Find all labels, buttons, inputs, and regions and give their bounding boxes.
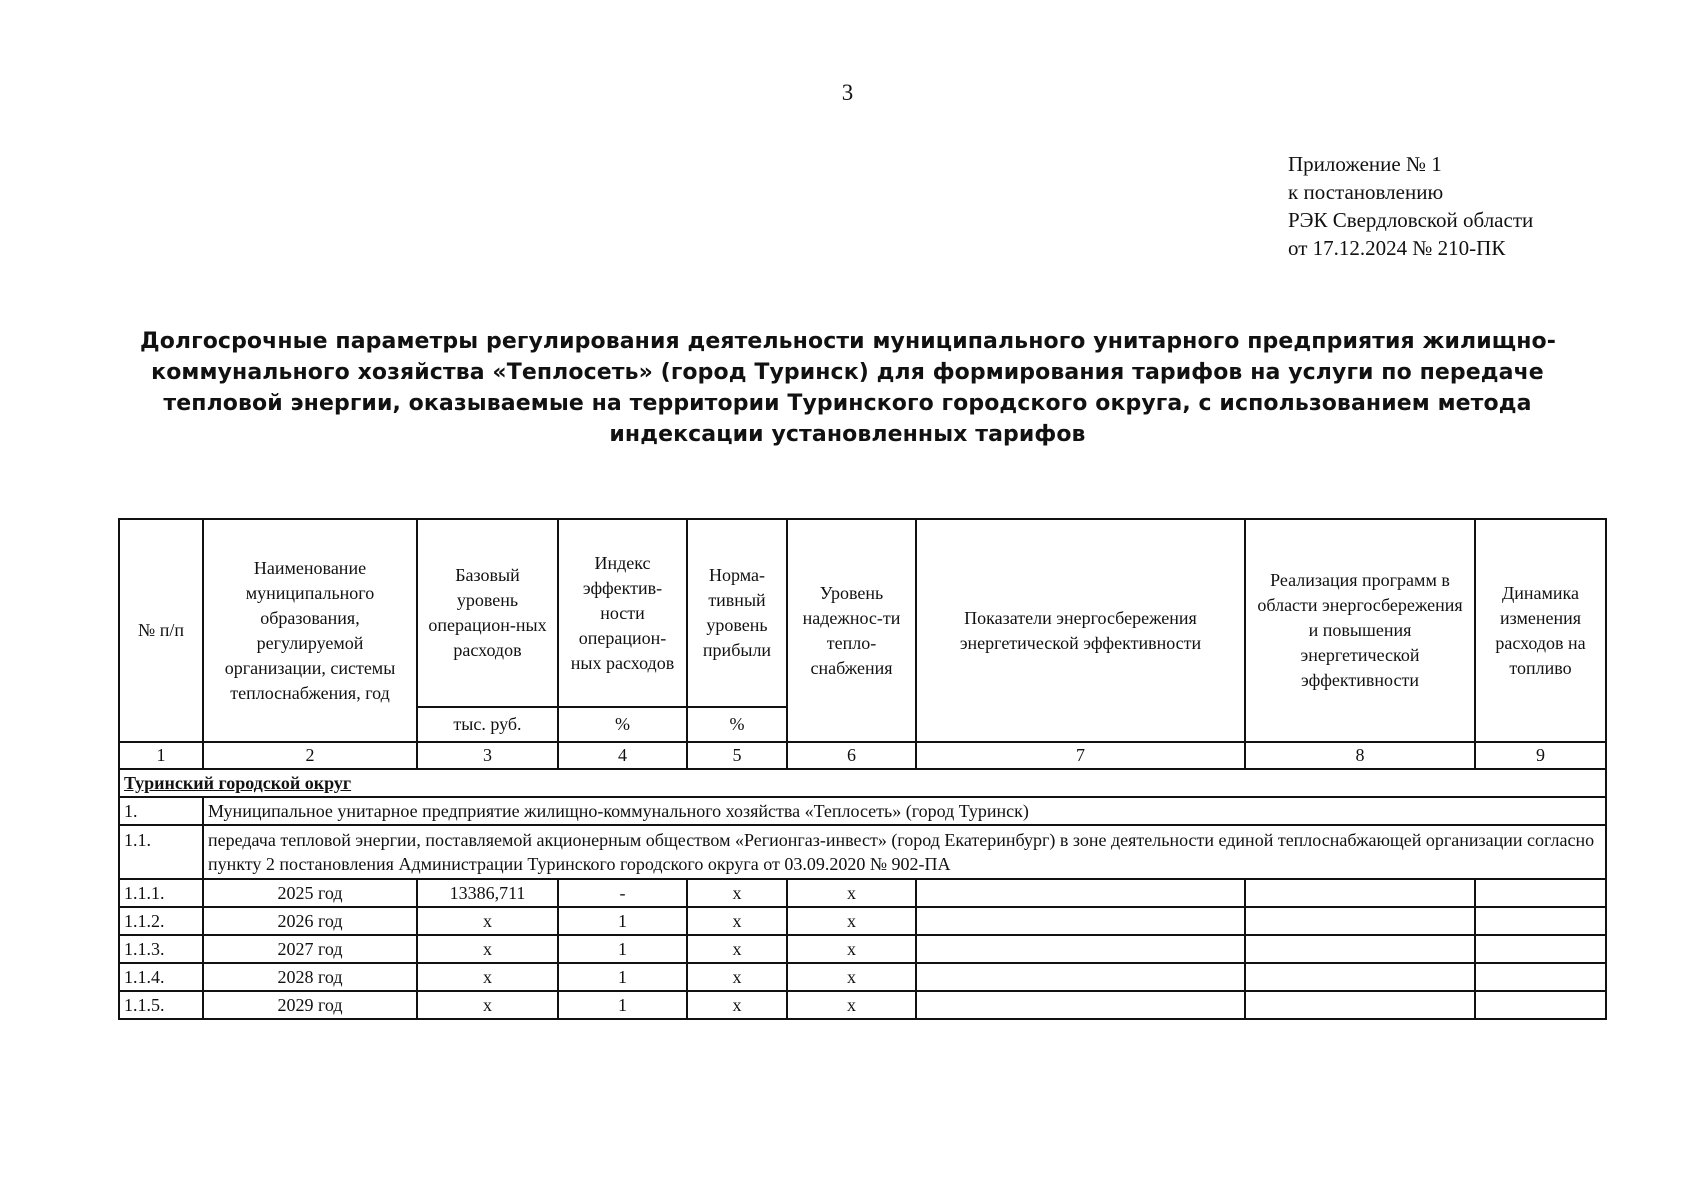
- fuel-dynamics-cell: [1475, 879, 1606, 907]
- efficiency-index-cell: 1: [558, 991, 687, 1019]
- unit-base-level: тыс. руб.: [417, 707, 558, 742]
- row-number: 1.1.5.: [119, 991, 203, 1019]
- title-line: тепловой энергии, оказываемые на территории Туринского городского округа, с использованием метода: [163, 391, 1532, 416]
- appendix-block: [1288, 150, 1533, 262]
- energy-saving-cell: [916, 991, 1245, 1019]
- profit-level-cell: х: [687, 879, 787, 907]
- unit-efficiency-index: %: [558, 707, 687, 742]
- energy-saving-cell: [916, 879, 1245, 907]
- year-cell: 2025 год: [203, 879, 417, 907]
- programs-cell: [1245, 991, 1475, 1019]
- header-efficiency-index: Индекс эффектив-ности операцион-ных расходов: [558, 519, 687, 707]
- row-number: 1.1.3.: [119, 935, 203, 963]
- row-number: 1.1.: [119, 825, 203, 879]
- column-number: 3: [417, 742, 558, 769]
- base-level-cell: х: [417, 935, 558, 963]
- column-number: 1: [119, 742, 203, 769]
- region-name: Туринский городской округ: [119, 769, 1606, 797]
- service-row: [119, 825, 1606, 879]
- column-number: 7: [916, 742, 1245, 769]
- column-number: 9: [1475, 742, 1606, 769]
- row-number: 1.: [119, 797, 203, 825]
- row-number: 1.1.1.: [119, 879, 203, 907]
- row-number: 1.1.4.: [119, 963, 203, 991]
- base-level-cell: х: [417, 907, 558, 935]
- header-profit-level: Норма-тивный уровень прибыли: [687, 519, 787, 707]
- fuel-dynamics-cell: [1475, 907, 1606, 935]
- header-energy-saving: Показатели энергосбережения энергетической эффективности: [916, 519, 1245, 742]
- base-level-cell: х: [417, 991, 558, 1019]
- column-number: 2: [203, 742, 417, 769]
- header-name: Наименование муниципального образования, регулируемой организации, системы теплоснабжения, год: [203, 519, 417, 742]
- title-line: Долгосрочные параметры регулирования деятельности муниципального унитарного предприятия жилищно-: [140, 329, 1556, 354]
- column-number: 4: [558, 742, 687, 769]
- energy-saving-cell: [916, 963, 1245, 991]
- efficiency-index-cell: 1: [558, 963, 687, 991]
- header-reliability: Уровень надежнос-ти тепло-снабжения: [787, 519, 916, 742]
- row-number: 1.1.2.: [119, 907, 203, 935]
- appendix-line: Приложение № 1: [1288, 152, 1442, 176]
- appendix-line: к постановлению: [1288, 180, 1444, 204]
- fuel-dynamics-cell: [1475, 935, 1606, 963]
- year-cell: 2027 год: [203, 935, 417, 963]
- service-description: передача тепловой энергии, поставляемой акционерным обществом «Регионгаз-инвест» (город Екатеринбург) в зоне деятельности единой теплоснабжающей организации согласно пункту 2 постановления Администрации Туринского городского округа от 03.09.2020 № 902-ПА: [203, 825, 1606, 879]
- reliability-cell: х: [787, 935, 916, 963]
- fuel-dynamics-cell: [1475, 963, 1606, 991]
- efficiency-index-cell: -: [558, 879, 687, 907]
- header-base-level: Базовый уровень операцион-ных расходов: [417, 519, 558, 707]
- reliability-cell: х: [787, 907, 916, 935]
- parameters-table: [118, 518, 1607, 1020]
- programs-cell: [1245, 879, 1475, 907]
- column-numbers-row: [119, 742, 1606, 769]
- organization-name: Муниципальное унитарное предприятие жилищно-коммунального хозяйства «Теплосеть» (город Туринск): [203, 797, 1606, 825]
- column-number: 8: [1245, 742, 1475, 769]
- header-num: № п/п: [119, 519, 203, 742]
- appendix-line: от 17.12.2024 № 210-ПК: [1288, 236, 1506, 260]
- table-row: [119, 879, 1606, 907]
- title-line: коммунального хозяйства «Теплосеть» (город Туринск) для формирования тарифов на услуги по передаче: [151, 360, 1544, 385]
- programs-cell: [1245, 907, 1475, 935]
- energy-saving-cell: [916, 907, 1245, 935]
- header-fuel-dynamics: Динамика изменения расходов на топливо: [1475, 519, 1606, 742]
- base-level-cell: 13386,711: [417, 879, 558, 907]
- efficiency-index-cell: 1: [558, 907, 687, 935]
- column-number: 6: [787, 742, 916, 769]
- table-row: [119, 963, 1606, 991]
- column-number: 5: [687, 742, 787, 769]
- reliability-cell: х: [787, 879, 916, 907]
- efficiency-index-cell: 1: [558, 935, 687, 963]
- profit-level-cell: х: [687, 935, 787, 963]
- header-programs: Реализация программ в области энергосбережения и повышения энергетической эффективности: [1245, 519, 1475, 742]
- table-row: [119, 935, 1606, 963]
- page-number: 3: [841, 80, 854, 105]
- organization-row: [119, 797, 1606, 825]
- programs-cell: [1245, 963, 1475, 991]
- year-cell: 2026 год: [203, 907, 417, 935]
- table-row: [119, 907, 1606, 935]
- fuel-dynamics-cell: [1475, 991, 1606, 1019]
- unit-profit-level: %: [687, 707, 787, 742]
- profit-level-cell: х: [687, 963, 787, 991]
- base-level-cell: х: [417, 963, 558, 991]
- energy-saving-cell: [916, 935, 1245, 963]
- reliability-cell: х: [787, 963, 916, 991]
- appendix-line: РЭК Свердловской области: [1288, 208, 1534, 232]
- year-cell: 2029 год: [203, 991, 417, 1019]
- year-cell: 2028 год: [203, 963, 417, 991]
- title-line: индексации установленных тарифов: [609, 422, 1086, 447]
- programs-cell: [1245, 935, 1475, 963]
- document-title: [140, 326, 1555, 450]
- profit-level-cell: х: [687, 991, 787, 1019]
- profit-level-cell: х: [687, 907, 787, 935]
- reliability-cell: х: [787, 991, 916, 1019]
- table-row: [119, 991, 1606, 1019]
- region-row: [119, 769, 1606, 797]
